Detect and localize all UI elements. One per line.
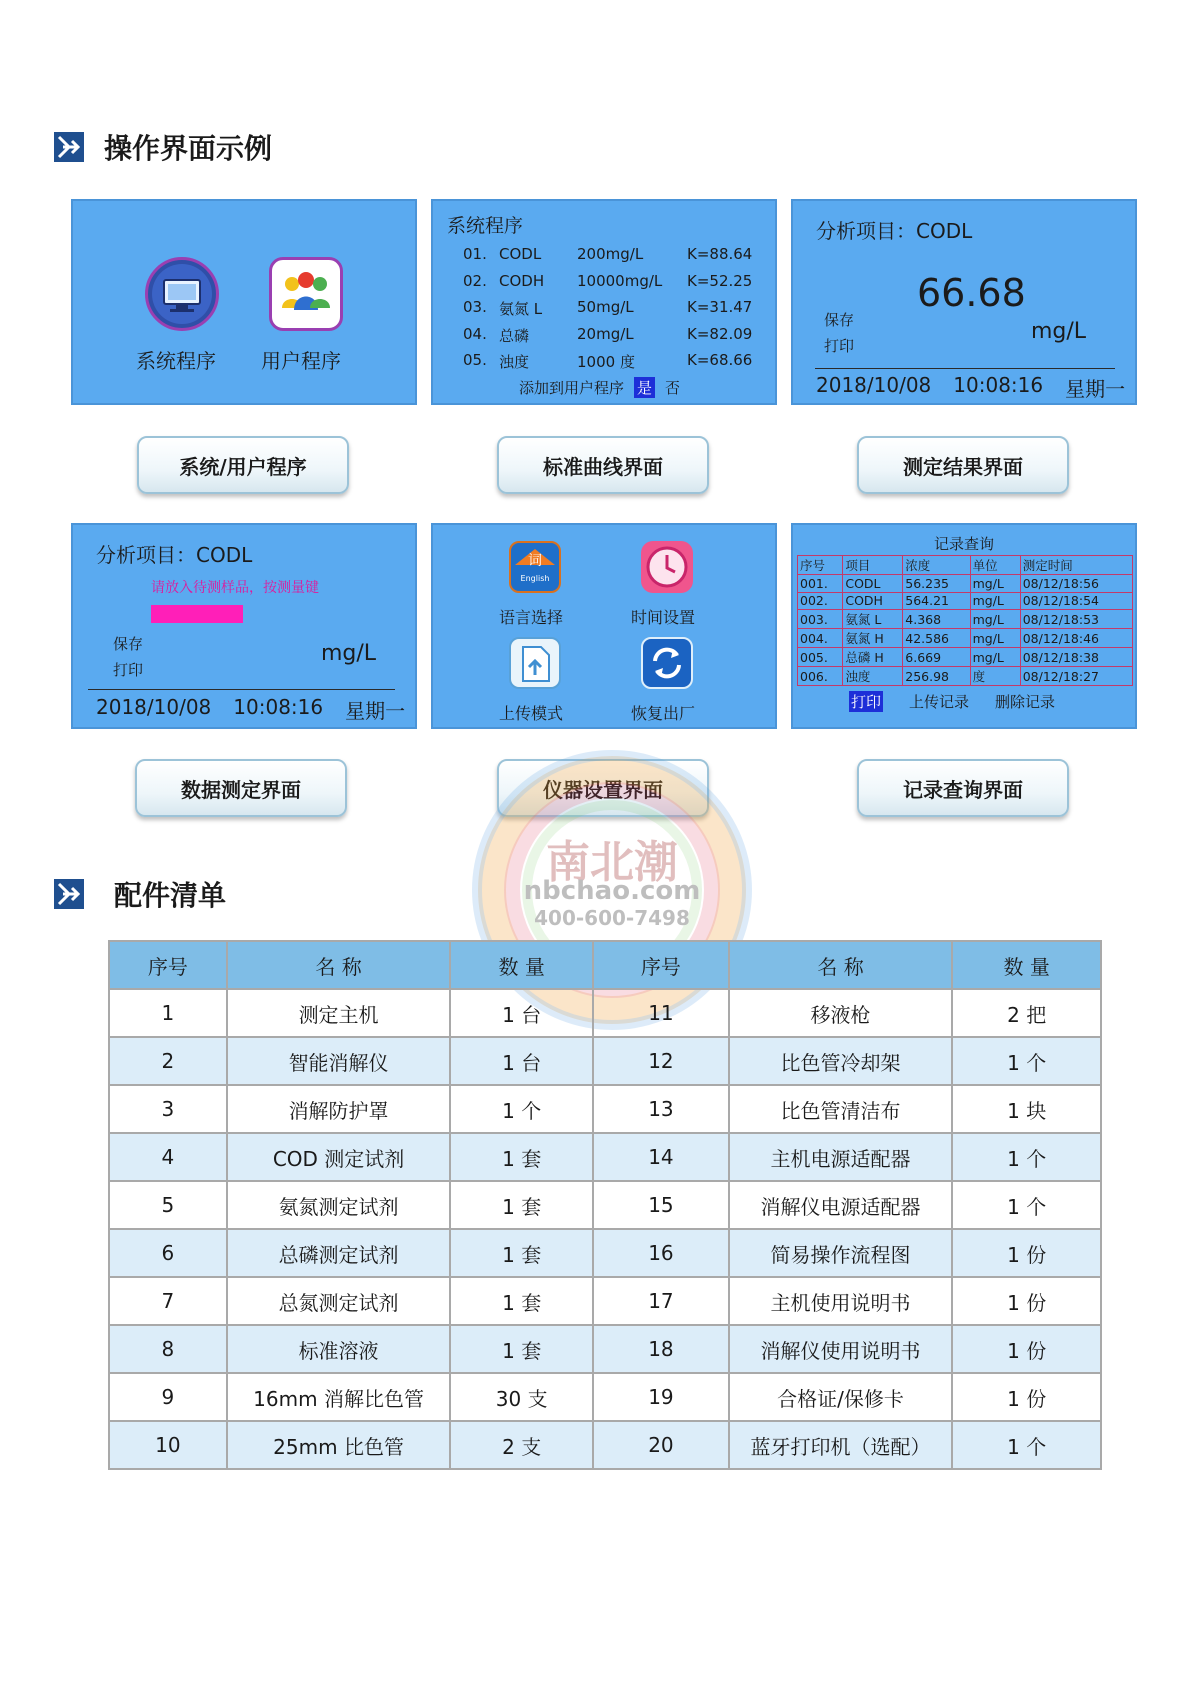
result-unit: mg/L [321, 641, 377, 666]
parts-cell: 1 个 [952, 1037, 1101, 1085]
record-cell: mg/L [970, 648, 1020, 667]
parts-cell: 消解仪使用说明书 [729, 1325, 953, 1373]
parts-row [109, 1037, 1101, 1085]
curve-range: 10000mg/L [577, 271, 663, 290]
parts-cell: 1 套 [450, 1325, 593, 1373]
parts-row [109, 1421, 1101, 1469]
curve-range: 200mg/L [577, 245, 644, 263]
analysis-item: 分析项目：CODL [816, 219, 973, 243]
curve-row[interactable] [463, 298, 767, 319]
record-cell: mg/L [970, 592, 1020, 610]
parts-cell: 标准溶液 [227, 1325, 451, 1373]
parts-cell: 智能消解仪 [227, 1037, 451, 1085]
caption-data-measurement[interactable]: 数据测定界面 [135, 759, 347, 817]
curve-no: 01. [463, 245, 487, 263]
parts-header-cell: 名 称 [729, 941, 953, 989]
svg-text:English: English [520, 574, 550, 583]
parts-header-cell: 名 称 [227, 941, 451, 989]
result-unit: mg/L [1031, 319, 1087, 344]
parts-row [109, 1325, 1101, 1373]
section-title: 配件清单 [114, 879, 227, 912]
curve-row[interactable] [463, 245, 767, 263]
parts-cell: 1 份 [952, 1325, 1101, 1373]
parts-cell: 测定主机 [227, 989, 451, 1037]
curve-no: 03. [463, 298, 487, 316]
weekday: 星期一 [345, 699, 406, 723]
record-cell: 002. [798, 592, 843, 610]
record-cell: 256.98 [903, 667, 970, 686]
parts-cell: 20 [593, 1421, 729, 1469]
curve-range: 1000 度 [577, 353, 635, 371]
date: 2018/10/08 [96, 695, 212, 719]
time: 10:08:16 [953, 373, 1044, 397]
panel-instrument-settings [431, 523, 777, 729]
parts-header-cell: 序号 [593, 941, 729, 989]
parts-row [109, 1373, 1101, 1421]
record-cell: 005. [798, 648, 843, 667]
yes-option[interactable]: 是 [634, 377, 655, 398]
divider [88, 689, 395, 690]
parts-cell: 1 个 [450, 1085, 593, 1133]
parts-cell: 主机使用说明书 [729, 1277, 953, 1325]
print-record-button[interactable]: 打印 [851, 693, 882, 711]
svg-text:词: 词 [528, 553, 542, 569]
parts-row [109, 1133, 1101, 1181]
progress-bar [151, 605, 243, 623]
record-header-cell: 单位 [970, 556, 1020, 575]
curve-name: CODL [499, 245, 542, 263]
record-cell: 56.235 [903, 575, 970, 593]
parts-cell: 25mm 比色管 [227, 1421, 451, 1469]
record-header-cell: 项目 [843, 556, 903, 575]
parts-cell: 简易操作流程图 [729, 1229, 953, 1277]
record-cell: 564.21 [903, 592, 970, 610]
record-cell: 001. [798, 575, 843, 593]
monitor-icon[interactable] [145, 257, 219, 331]
parts-table [108, 940, 1102, 1470]
parts-cell: 1 块 [952, 1085, 1101, 1133]
parts-cell: 1 台 [450, 1037, 593, 1085]
panel-record-query [791, 523, 1137, 729]
record-cell: 总磷 H [843, 648, 903, 667]
record-cell: mg/L [970, 610, 1020, 629]
save-option[interactable]: 保存 [824, 311, 855, 329]
caption-instrument-settings[interactable]: 仪器设置界面 [497, 759, 709, 817]
parts-cell: 1 套 [450, 1229, 593, 1277]
weekday: 星期一 [1065, 377, 1126, 401]
record-row[interactable] [798, 575, 1133, 593]
record-cell: 08/12/18:46 [1020, 629, 1132, 648]
parts-header-cell: 数 量 [952, 941, 1101, 989]
parts-cell: 10 [109, 1421, 227, 1469]
curve-panel-title: 系统程序 [447, 215, 524, 237]
insert-sample-prompt: 请放入待测样品，按测量键 [151, 580, 319, 596]
parts-cell: 移液枪 [729, 989, 953, 1037]
record-cell: 08/12/18:53 [1020, 610, 1132, 629]
parts-cell: 1 份 [952, 1277, 1101, 1325]
parts-cell: 15 [593, 1181, 729, 1229]
record-header-cell: 序号 [798, 556, 843, 575]
record-header-cell: 浓度 [903, 556, 970, 575]
curve-k: K=52.25 [687, 271, 753, 290]
record-cell: 氨氮 H [843, 629, 903, 648]
parts-row [109, 1277, 1101, 1325]
user-program-label: 用户程序 [261, 349, 341, 373]
parts-cell: 合格证/保修卡 [729, 1373, 953, 1421]
watermark-domain: nbchao.com [523, 876, 701, 906]
no-option[interactable]: 否 [665, 379, 681, 397]
curve-name: CODH [499, 271, 545, 290]
caption-standard-curve[interactable]: 标准曲线界面 [497, 436, 709, 494]
parts-cell: 比色管清洁布 [729, 1085, 953, 1133]
print-option[interactable]: 打印 [113, 661, 144, 679]
curve-k: K=88.64 [687, 245, 753, 263]
add-to-user-program [519, 377, 680, 398]
print-option[interactable]: 打印 [824, 337, 855, 355]
parts-cell: 4 [109, 1133, 227, 1181]
upload-mode-label: 上传模式 [499, 704, 564, 723]
clock-icon[interactable] [641, 541, 693, 593]
parts-cell: 6 [109, 1229, 227, 1277]
record-actions [849, 691, 1055, 712]
parts-cell: 主机电源适配器 [729, 1133, 953, 1181]
parts-cell: 2 [109, 1037, 227, 1085]
parts-row [109, 1085, 1101, 1133]
caption-record-query[interactable]: 记录查询界面 [857, 759, 1069, 817]
parts-cell: 总氮测定试剂 [227, 1277, 451, 1325]
parts-cell: 19 [593, 1373, 729, 1421]
record-cell: 氨氮 L [843, 610, 903, 629]
parts-cell: 1 个 [952, 1421, 1101, 1469]
record-header-row [798, 556, 1133, 575]
record-cell: 08/12/18:38 [1020, 648, 1132, 667]
reset-icon[interactable] [641, 637, 693, 689]
parts-cell: 3 [109, 1085, 227, 1133]
parts-cell: 1 个 [952, 1133, 1101, 1181]
record-cell: 浊度 [843, 667, 903, 686]
parts-cell: 1 [109, 989, 227, 1037]
parts-cell: 16mm 消解比色管 [227, 1373, 451, 1421]
watermark-cn: 南北潮 [546, 837, 678, 888]
parts-row [109, 989, 1101, 1037]
curve-k: K=68.66 [687, 351, 753, 369]
language-icon[interactable] [509, 541, 561, 593]
arrow-right-icon [54, 132, 84, 162]
parts-cell: 1 个 [952, 1181, 1101, 1229]
curve-row[interactable] [463, 351, 767, 372]
parts-cell: 总磷测定试剂 [227, 1229, 451, 1277]
curve-k: K=82.09 [687, 324, 753, 343]
watermark-phone: 400-600-7498 [534, 906, 690, 930]
curve-range: 20mg/L [577, 324, 634, 343]
record-panel-title: 记录查询 [933, 535, 994, 553]
parts-cell: 13 [593, 1085, 729, 1133]
record-row[interactable] [798, 667, 1133, 686]
parts-cell: 1 套 [450, 1133, 593, 1181]
record-cell: 6.669 [903, 648, 970, 667]
record-cell: 08/12/18:54 [1020, 592, 1132, 610]
datetime-footer [816, 373, 1125, 402]
panel-measure-result [791, 199, 1137, 405]
parts-cell: 1 套 [450, 1181, 593, 1229]
parts-cell: 11 [593, 989, 729, 1037]
panel-standard-curve [431, 199, 777, 405]
curve-name: 浊度 [499, 353, 530, 371]
date: 2018/10/08 [816, 373, 932, 397]
parts-cell: 30 支 [450, 1373, 593, 1421]
system-program-label: 系统程序 [136, 349, 216, 373]
record-cell: mg/L [970, 575, 1020, 593]
analysis-item: 分析项目：CODL [96, 543, 253, 567]
curve-no: 04. [463, 324, 487, 343]
add-label: 添加到用户程序 [519, 379, 625, 397]
parts-cell: 14 [593, 1133, 729, 1181]
record-cell: 08/12/18:27 [1020, 667, 1132, 686]
parts-header-cell: 数 量 [450, 941, 593, 989]
parts-cell: 9 [109, 1373, 227, 1421]
curve-k: K=31.47 [687, 298, 753, 316]
curve-name: 氨氮 L [499, 300, 543, 318]
parts-cell: 17 [593, 1277, 729, 1325]
parts-cell: COD 测定试剂 [227, 1133, 451, 1181]
record-cell: 4.368 [903, 610, 970, 629]
record-cell: 004. [798, 629, 843, 648]
section-title: 操作界面示例 [104, 132, 273, 165]
panel-data-measurement [71, 523, 417, 729]
record-header-cell: 测定时间 [1020, 556, 1132, 575]
curve-no: 05. [463, 351, 487, 369]
delete-record-button[interactable]: 删除记录 [995, 693, 1056, 711]
record-cell: 42.586 [903, 629, 970, 648]
curve-no: 02. [463, 271, 487, 290]
time-label: 时间设置 [631, 608, 696, 627]
curve-row[interactable] [463, 272, 767, 290]
arrow-right-icon [54, 879, 84, 909]
parts-cell: 1 套 [450, 1277, 593, 1325]
parts-cell: 2 支 [450, 1421, 593, 1469]
upload-icon[interactable] [509, 637, 561, 689]
record-row[interactable] [798, 629, 1133, 648]
factory-reset-label: 恢复出厂 [631, 704, 696, 723]
users-icon[interactable] [269, 257, 343, 331]
record-cell: 006. [798, 667, 843, 686]
parts-cell: 蓝牙打印机（选配） [729, 1421, 953, 1469]
parts-header-row [109, 941, 1101, 989]
upload-record-button[interactable]: 上传记录 [909, 693, 970, 711]
parts-cell: 1 份 [952, 1229, 1101, 1277]
parts-cell: 消解仪电源适配器 [729, 1181, 953, 1229]
record-row[interactable] [798, 592, 1133, 610]
record-row[interactable] [798, 610, 1133, 629]
panel-system-user-program [71, 199, 417, 405]
parts-cell: 消解防护罩 [227, 1085, 451, 1133]
parts-cell: 1 份 [952, 1373, 1101, 1421]
curve-range: 50mg/L [577, 298, 634, 316]
parts-cell: 12 [593, 1037, 729, 1085]
record-cell: 度 [970, 667, 1020, 686]
section-parts-heading [54, 874, 226, 914]
time: 10:08:16 [233, 695, 324, 719]
datetime-footer [96, 695, 405, 724]
result-value: 66.68 [917, 271, 1026, 315]
parts-cell: 1 台 [450, 989, 593, 1037]
curve-name: 总磷 [499, 326, 530, 345]
parts-cell: 比色管冷却架 [729, 1037, 953, 1085]
parts-cell: 18 [593, 1325, 729, 1373]
divider [815, 368, 1115, 369]
parts-cell: 16 [593, 1229, 729, 1277]
caption-measure-result[interactable]: 测定结果界面 [857, 436, 1069, 494]
parts-cell: 2 把 [952, 989, 1101, 1037]
parts-cell: 5 [109, 1181, 227, 1229]
parts-header-cell: 序号 [109, 941, 227, 989]
record-cell: mg/L [970, 629, 1020, 648]
record-row[interactable] [798, 648, 1133, 667]
parts-cell: 8 [109, 1325, 227, 1373]
caption-system-user-program[interactable]: 系统/用户程序 [137, 436, 349, 494]
language-label: 语言选择 [499, 608, 564, 627]
record-cell: 003. [798, 610, 843, 629]
parts-cell: 7 [109, 1277, 227, 1325]
curve-row[interactable] [463, 325, 767, 346]
record-table [797, 555, 1133, 686]
record-cell: CODH [843, 592, 903, 610]
record-cell: 08/12/18:56 [1020, 575, 1132, 593]
record-cell: CODL [843, 575, 903, 593]
section-interface-heading [54, 127, 272, 167]
parts-row [109, 1229, 1101, 1277]
parts-row [109, 1181, 1101, 1229]
parts-cell: 氨氮测定试剂 [227, 1181, 451, 1229]
save-option[interactable]: 保存 [113, 635, 144, 653]
